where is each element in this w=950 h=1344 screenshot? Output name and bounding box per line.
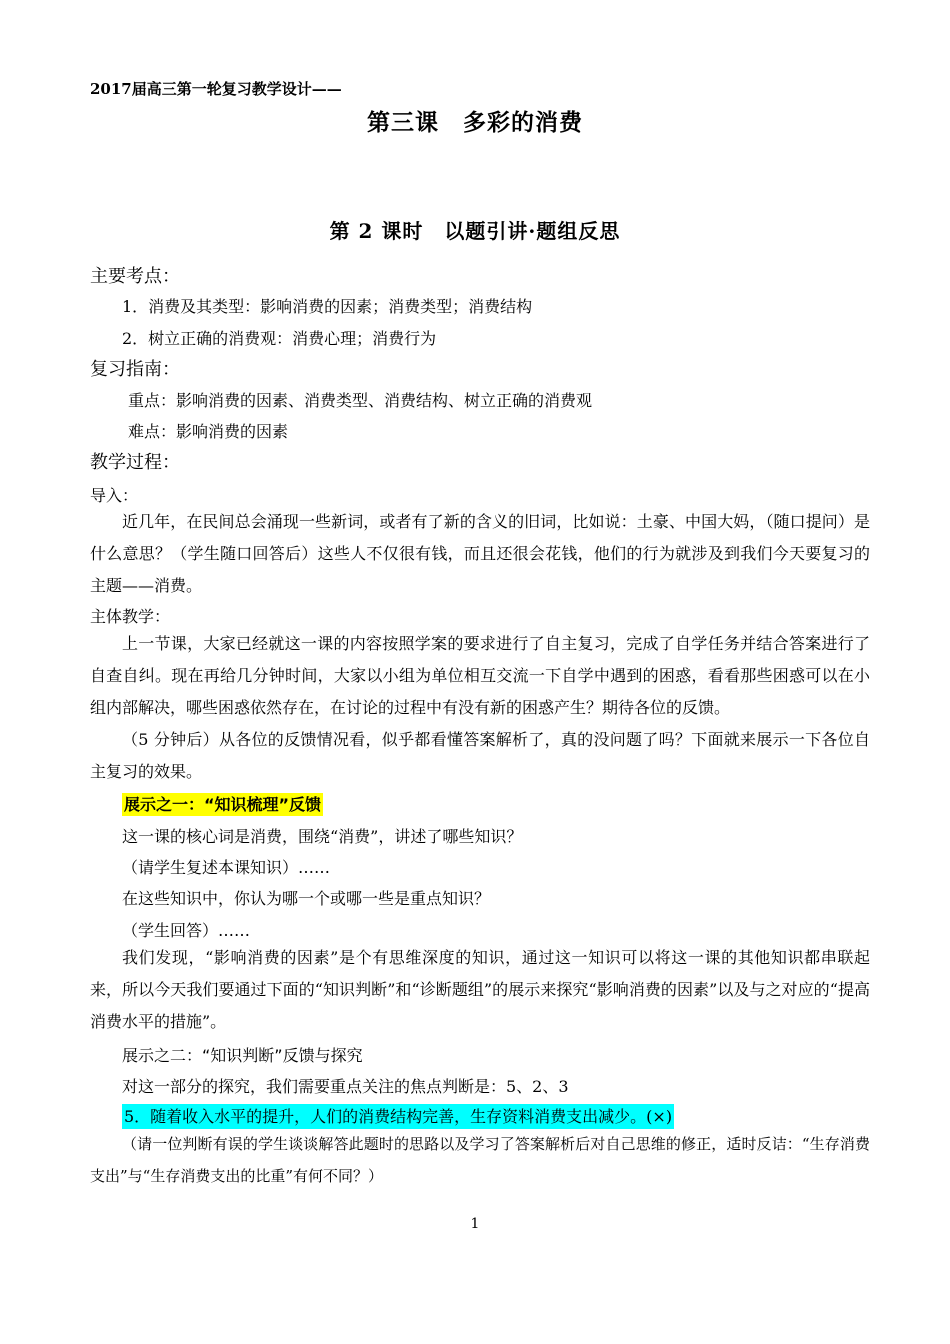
main-points-heading: 主要考点： (90, 266, 180, 287)
main-point-item: 2．树立正确的消费观：消费心理；消费行为 (122, 329, 437, 348)
series-header: 2017届高三第一轮复习教学设计—— (90, 80, 342, 98)
teaching-process-heading: 教学过程： (90, 452, 180, 473)
main-teaching-paragraph-1: 上一节课，大家已经就这一课的内容按照学案的要求进行了自主复习，完成了自学任务并结合答案进行了自查自纠。现在再给几分钟时间，大家以小组为单位相互交流一下自学中遇到的困惑，看看那些困惑可以在小组内部解决，哪些困惑依然存在，在讨论的过程中有没有新的困惑产生？期待各位的反馈。 (90, 634, 870, 717)
show1-answer-1: （请学生复述本课知识）…… (122, 858, 331, 877)
show1-answer-2: （学生回答）…… (122, 921, 251, 940)
show1-heading: 展示之一：“知识梳理”反馈 (124, 795, 322, 814)
show1-question-2: 在这些知识中，你认为哪一个或哪一些是重点知识？ (122, 889, 491, 908)
judgement-5: 5．随着收入水平的提升，人们的消费结构完善，生存资料消费支出减少。(×) (122, 1104, 674, 1129)
intro-paragraph: 近几年，在民间总会涌现一些新词，或者有了新的含义的旧词，比如说：土豪、中国大妈，（随口提问）是什么意思？（学生随口回答后）这些人不仅很有钱，而且还很会花钱，他们的行为就涉及到我们今天要复习的主题——消费。 (90, 512, 870, 595)
review-difficult-point: 难点：影响消费的因素 (128, 422, 289, 441)
main-teaching-paragraph-2: （5 分钟后）从各位的反馈情况看，似乎都看懂答案解析了，真的没问题了吗？下面就来展示一下各位自主复习的效果。 (90, 730, 870, 781)
show2-heading: 展示之二：“知识判断”反馈与探究 (122, 1046, 363, 1065)
review-guide-heading: 复习指南： (90, 359, 180, 380)
intro-label: 导入： (90, 486, 139, 505)
main-teaching-label: 主体教学： (90, 607, 171, 626)
show1-question-1: 这一课的核心词是消费，围绕“消费”，讲述了哪些知识？ (122, 827, 523, 846)
review-key-point: 重点：影响消费的因素、消费类型、消费结构、树立正确的消费观 (128, 391, 593, 410)
main-point-item: 1．消费及其类型：影响消费的因素；消费类型；消费结构 (122, 297, 533, 316)
page-number: 1 (470, 1216, 480, 1232)
show1-paragraph: 我们发现，“影响消费的因素”是个有思维深度的知识，通过这一知识可以将这一课的其他知识都串联起来，所以今天我们要通过下面的“知识判断”和“诊断题组”的展示来探究“影响消费的因素”以及与之对应的“提高消费水平的措施”。 (90, 948, 870, 1031)
show2-intro: 对这一部分的探究，我们需要重点关注的焦点判断是：5、2、3 (122, 1077, 569, 1096)
lesson-title: 第三课 多彩的消费 (367, 109, 583, 136)
judgement-5-note: （请一位判断有误的学生谈谈解答此题时的思路以及学习了答案解析后对自己思维的修正，适时反诘：“生存消费支出”与“生存消费支出的比重”有何不同？） (90, 1135, 870, 1185)
lesson-subtitle: 第 2 课时 以题引讲·题组反思 (329, 219, 621, 243)
